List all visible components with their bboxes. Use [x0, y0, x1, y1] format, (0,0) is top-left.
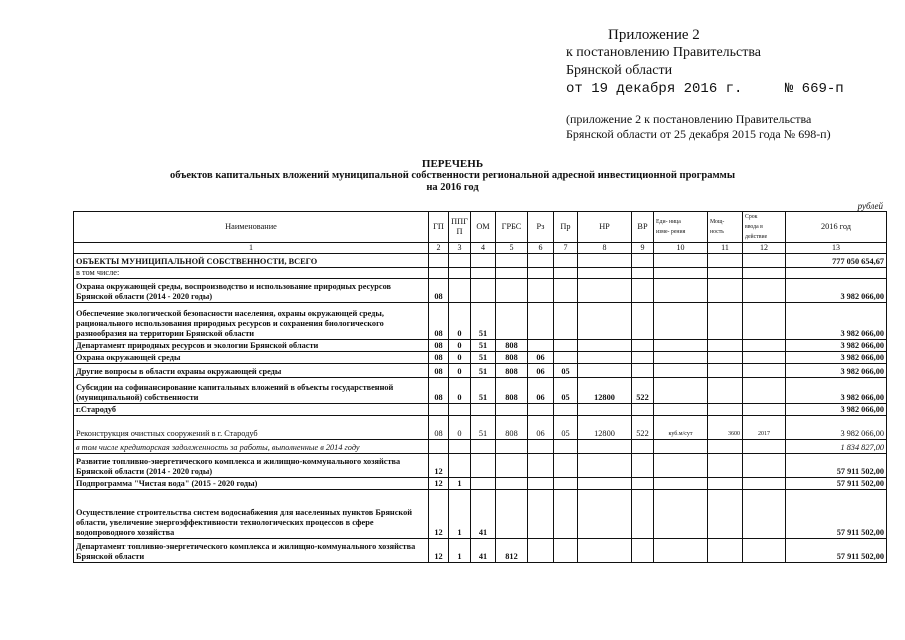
row-pr: [554, 279, 578, 303]
row-capacity: [708, 279, 743, 303]
row-amount: 57 911 502,00: [786, 454, 887, 478]
row-capacity: [708, 352, 743, 364]
row-unit: [654, 478, 708, 490]
row-vr: [632, 279, 654, 303]
col-name-header: Наименование: [74, 212, 429, 243]
table-row: [74, 303, 887, 340]
row-term: 2017: [743, 416, 786, 440]
row-nr: [578, 454, 632, 478]
row-grbs: [496, 440, 528, 454]
row-unit: [654, 364, 708, 378]
appendix-region: Брянской области: [566, 63, 673, 78]
row-name: Обеспечение экологической безопасности населения, охраны окружающей среды, рационального использования природных ресурсов и сохранения биологического разнообразия на территории Брянской области: [74, 303, 429, 340]
col-nr-header: НР: [578, 212, 632, 243]
row-pr: [554, 268, 578, 279]
table-row: [74, 440, 887, 454]
row-pr: [554, 539, 578, 563]
row-gp: 08: [429, 364, 449, 378]
row-ppg: [449, 254, 471, 268]
row-unit: [654, 539, 708, 563]
colnum: 1: [74, 243, 429, 254]
row-ppg: 0: [449, 340, 471, 352]
row-ppg: [449, 404, 471, 416]
row-unit: [654, 440, 708, 454]
row-unit: [654, 254, 708, 268]
row-ppg: [449, 454, 471, 478]
row-vr: [632, 303, 654, 340]
table-row: [74, 352, 887, 364]
row-pr: [554, 454, 578, 478]
row-unit: [654, 340, 708, 352]
row-pr: 05: [554, 378, 578, 404]
row-vr: [632, 490, 654, 539]
row-grbs: [496, 268, 528, 279]
colnum: 11: [708, 243, 743, 254]
row-ppg: 0: [449, 352, 471, 364]
colnum: 5: [496, 243, 528, 254]
row-gp: 12: [429, 478, 449, 490]
row-nr: [578, 352, 632, 364]
row-name: Развитие топливно-энергетического комплекса и жилищно-коммунального хозяйства Брянской области (2014 - 2020 годы): [74, 454, 429, 478]
row-unit: [654, 404, 708, 416]
row-rz: 06: [528, 364, 554, 378]
row-om: [471, 478, 496, 490]
table-row: [74, 254, 887, 268]
row-amount: 3 982 066,00: [786, 364, 887, 378]
table-row: [74, 340, 887, 352]
row-ppg: [449, 279, 471, 303]
table-row: [74, 268, 887, 279]
row-rz: [528, 303, 554, 340]
row-name: Департамент природных ресурсов и экологии Брянской области: [74, 340, 429, 352]
row-grbs: [496, 404, 528, 416]
row-capacity: [708, 303, 743, 340]
units-label: рублей: [857, 201, 883, 211]
row-term: [743, 279, 786, 303]
row-pr: [554, 352, 578, 364]
row-vr: 522: [632, 378, 654, 404]
appendix-number: Приложение 2: [608, 27, 700, 43]
row-gp: 12: [429, 490, 449, 539]
row-amount: 57 911 502,00: [786, 490, 887, 539]
row-rz: [528, 454, 554, 478]
col-gp-header: ГП: [429, 212, 449, 243]
row-name: Другие вопросы в области охраны окружающей среды: [74, 364, 429, 378]
row-om: 51: [471, 340, 496, 352]
row-name: Охрана окружающей среды, воспроизводство и использование природных ресурсов Брянской области (2014 - 2020 годы): [74, 279, 429, 303]
row-gp: [429, 254, 449, 268]
row-gp: 08: [429, 340, 449, 352]
column-number-row: [74, 243, 887, 254]
row-ppg: 0: [449, 364, 471, 378]
row-unit: [654, 279, 708, 303]
row-amount: 3 982 066,00: [786, 303, 887, 340]
row-pr: 05: [554, 364, 578, 378]
appendix-note: [566, 112, 844, 142]
number-sign: №: [784, 81, 794, 97]
row-gp: 08: [429, 303, 449, 340]
row-gp: 12: [429, 454, 449, 478]
row-pr: [554, 478, 578, 490]
row-amount: 3 982 066,00: [786, 404, 887, 416]
row-nr: [578, 254, 632, 268]
header-row: [74, 212, 887, 243]
row-capacity: [708, 340, 743, 352]
row-rz: [528, 440, 554, 454]
row-ppg: [449, 268, 471, 279]
row-om: 51: [471, 352, 496, 364]
row-term: [743, 352, 786, 364]
row-pr: [554, 303, 578, 340]
row-capacity: [708, 254, 743, 268]
row-capacity: 3600: [708, 416, 743, 440]
row-gp: 08: [429, 378, 449, 404]
row-grbs: 808: [496, 378, 528, 404]
table-row: [74, 364, 887, 378]
table-row: [74, 490, 887, 539]
row-capacity: [708, 454, 743, 478]
row-vr: [632, 254, 654, 268]
row-unit: [654, 490, 708, 539]
row-ppg: [449, 440, 471, 454]
table-row: [74, 478, 887, 490]
colnum: 9: [632, 243, 654, 254]
row-nr: [578, 364, 632, 378]
row-grbs: 808: [496, 364, 528, 378]
row-gp: [429, 404, 449, 416]
table-row: [74, 539, 887, 563]
row-term: [743, 364, 786, 378]
row-grbs: [496, 454, 528, 478]
note-line-2: Брянской области от 25 декабря 2015 года № 698-п): [566, 127, 831, 141]
row-om: [471, 254, 496, 268]
row-nr: [578, 268, 632, 279]
row-pr: [554, 404, 578, 416]
table-row: [74, 416, 887, 440]
col-vr-header: ВР: [632, 212, 654, 243]
row-amount: 57 911 502,00: [786, 539, 887, 563]
row-gp: 12: [429, 539, 449, 563]
row-term: [743, 404, 786, 416]
row-rz: [528, 279, 554, 303]
row-amount: [786, 268, 887, 279]
note-line-1: (приложение 2 к постановлению Правительства: [566, 112, 812, 126]
row-name: г.Стародуб: [74, 404, 429, 416]
row-amount: 1 834 827,00: [786, 440, 887, 454]
row-rz: 06: [528, 352, 554, 364]
row-unit: [654, 454, 708, 478]
colnum: 2: [429, 243, 449, 254]
row-om: 51: [471, 364, 496, 378]
row-name: Департамент топливно-энергетического комплекса и жилищно-коммунального хозяйства Брянской области: [74, 539, 429, 563]
row-grbs: [496, 303, 528, 340]
row-grbs: [496, 478, 528, 490]
row-ppg: 1: [449, 490, 471, 539]
row-unit: [654, 268, 708, 279]
colnum: 6: [528, 243, 554, 254]
col-grbs-header: ГРБС: [496, 212, 528, 243]
row-nr: [578, 404, 632, 416]
row-rz: 06: [528, 378, 554, 404]
row-om: 51: [471, 416, 496, 440]
row-ppg: 1: [449, 539, 471, 563]
row-grbs: [496, 254, 528, 268]
col-om-header: ОМ: [471, 212, 496, 243]
row-unit: [654, 378, 708, 404]
col-year-header: 2016 год: [786, 212, 887, 243]
table-row: [74, 378, 887, 404]
row-vr: [632, 454, 654, 478]
row-term: [743, 454, 786, 478]
row-nr: [578, 539, 632, 563]
row-amount: 3 982 066,00: [786, 416, 887, 440]
row-om: [471, 279, 496, 303]
row-nr: [578, 303, 632, 340]
row-name: в том числе кредиторская задолженность за работы, выполненные в 2014 году: [74, 440, 429, 454]
row-om: [471, 454, 496, 478]
row-vr: 522: [632, 416, 654, 440]
row-capacity: [708, 440, 743, 454]
row-om: 41: [471, 539, 496, 563]
row-om: 51: [471, 378, 496, 404]
investment-table: [73, 211, 887, 563]
row-nr: [578, 340, 632, 352]
row-om: [471, 268, 496, 279]
col-rz-header: Рз: [528, 212, 554, 243]
row-nr: [578, 490, 632, 539]
row-amount: 777 050 654,67: [786, 254, 887, 268]
date-prefix: от: [566, 81, 583, 97]
row-term: [743, 254, 786, 268]
row-grbs: 808: [496, 416, 528, 440]
row-name: ОБЪЕКТЫ МУНИЦИПАЛЬНОЙ СОБСТВЕННОСТИ, ВСЕГО: [74, 254, 429, 268]
row-capacity: [708, 539, 743, 563]
row-vr: [632, 539, 654, 563]
colnum: 7: [554, 243, 578, 254]
row-term: [743, 378, 786, 404]
row-capacity: [708, 490, 743, 539]
row-name: в том числе:: [74, 268, 429, 279]
row-capacity: [708, 378, 743, 404]
row-vr: [632, 352, 654, 364]
row-unit: [654, 352, 708, 364]
appendix-resolution: к постановлению Правительства: [566, 45, 762, 60]
row-grbs: [496, 279, 528, 303]
row-name: Охрана окружающей среды: [74, 352, 429, 364]
row-gp: 08: [429, 279, 449, 303]
row-nr: [578, 478, 632, 490]
row-rz: [528, 539, 554, 563]
row-pr: [554, 254, 578, 268]
colnum: 13: [786, 243, 887, 254]
row-gp: [429, 268, 449, 279]
row-om: [471, 440, 496, 454]
appendix-header: [566, 26, 844, 142]
row-ppg: 0: [449, 378, 471, 404]
row-nr: 12800: [578, 378, 632, 404]
row-ppg: 0: [449, 303, 471, 340]
row-om: 51: [471, 303, 496, 340]
row-rz: [528, 268, 554, 279]
appendix-date-line: [566, 80, 844, 98]
row-capacity: [708, 404, 743, 416]
row-term: [743, 490, 786, 539]
row-name: Реконструкция очистных сооружений в г. Стародуб: [74, 416, 429, 440]
col-term-header: Срок ввода в действие: [743, 212, 786, 243]
row-grbs: 812: [496, 539, 528, 563]
table-row: [74, 279, 887, 303]
row-term: [743, 268, 786, 279]
row-grbs: [496, 490, 528, 539]
row-rz: 06: [528, 416, 554, 440]
row-term: [743, 340, 786, 352]
row-om: [471, 404, 496, 416]
col-capacity-header: Мощ- ность: [708, 212, 743, 243]
row-term: [743, 440, 786, 454]
row-capacity: [708, 478, 743, 490]
row-nr: [578, 440, 632, 454]
row-amount: 3 982 066,00: [786, 279, 887, 303]
row-amount: 3 982 066,00: [786, 352, 887, 364]
row-rz: [528, 490, 554, 539]
row-amount: 3 982 066,00: [786, 378, 887, 404]
row-om: 41: [471, 490, 496, 539]
row-gp: 08: [429, 416, 449, 440]
row-name: Подпрограмма "Чистая вода" (2015 - 2020 годы): [74, 478, 429, 490]
row-name: Осуществление строительства систем водоснабжения для населенных пунктов Брянской области, увеличение энергоэффективности технологических процессов в сфере водопроводного хозяйства: [74, 490, 429, 539]
colnum: 8: [578, 243, 632, 254]
row-gp: [429, 440, 449, 454]
row-pr: [554, 340, 578, 352]
row-ppg: 0: [449, 416, 471, 440]
document-title: ПЕРЕЧЕНЬ: [421, 158, 484, 170]
row-vr: [632, 404, 654, 416]
table-row: [74, 404, 887, 416]
row-vr: [632, 478, 654, 490]
row-pr: 05: [554, 416, 578, 440]
row-term: [743, 539, 786, 563]
row-amount: 3 982 066,00: [786, 340, 887, 352]
col-unit-header: Еди- ница изме- рения: [654, 212, 708, 243]
row-rz: [528, 404, 554, 416]
row-unit: куб.м/сут: [654, 416, 708, 440]
row-capacity: [708, 268, 743, 279]
table-body: [74, 254, 887, 563]
row-ppg: 1: [449, 478, 471, 490]
date-value: 19 декабря 2016 г.: [591, 81, 743, 97]
row-term: [743, 303, 786, 340]
colnum: 3: [449, 243, 471, 254]
row-grbs: 808: [496, 340, 528, 352]
row-amount: 57 911 502,00: [786, 478, 887, 490]
row-rz: [528, 340, 554, 352]
colnum: 12: [743, 243, 786, 254]
document-year: на 2016 год: [426, 182, 479, 193]
row-grbs: 808: [496, 352, 528, 364]
document-subtitle: объектов капитальных вложений муниципальной собственности региональной адресной инвестиционной программы: [169, 170, 736, 181]
row-vr: [632, 268, 654, 279]
row-pr: [554, 490, 578, 539]
row-gp: 08: [429, 352, 449, 364]
row-vr: [632, 340, 654, 352]
row-pr: [554, 440, 578, 454]
row-unit: [654, 303, 708, 340]
col-pr-header: Пр: [554, 212, 578, 243]
col-ppg-header: ППГ П: [449, 212, 471, 243]
row-rz: [528, 478, 554, 490]
row-vr: [632, 440, 654, 454]
row-nr: 12800: [578, 416, 632, 440]
row-capacity: [708, 364, 743, 378]
row-term: [743, 478, 786, 490]
table-row: [74, 454, 887, 478]
number-value: 669-п: [801, 81, 844, 97]
row-name: Субсидии на софинансирование капитальных вложений в объекты государственной (муниципальной) собственности: [74, 378, 429, 404]
row-vr: [632, 364, 654, 378]
colnum: 10: [654, 243, 708, 254]
colnum: 4: [471, 243, 496, 254]
row-nr: [578, 279, 632, 303]
row-rz: [528, 254, 554, 268]
